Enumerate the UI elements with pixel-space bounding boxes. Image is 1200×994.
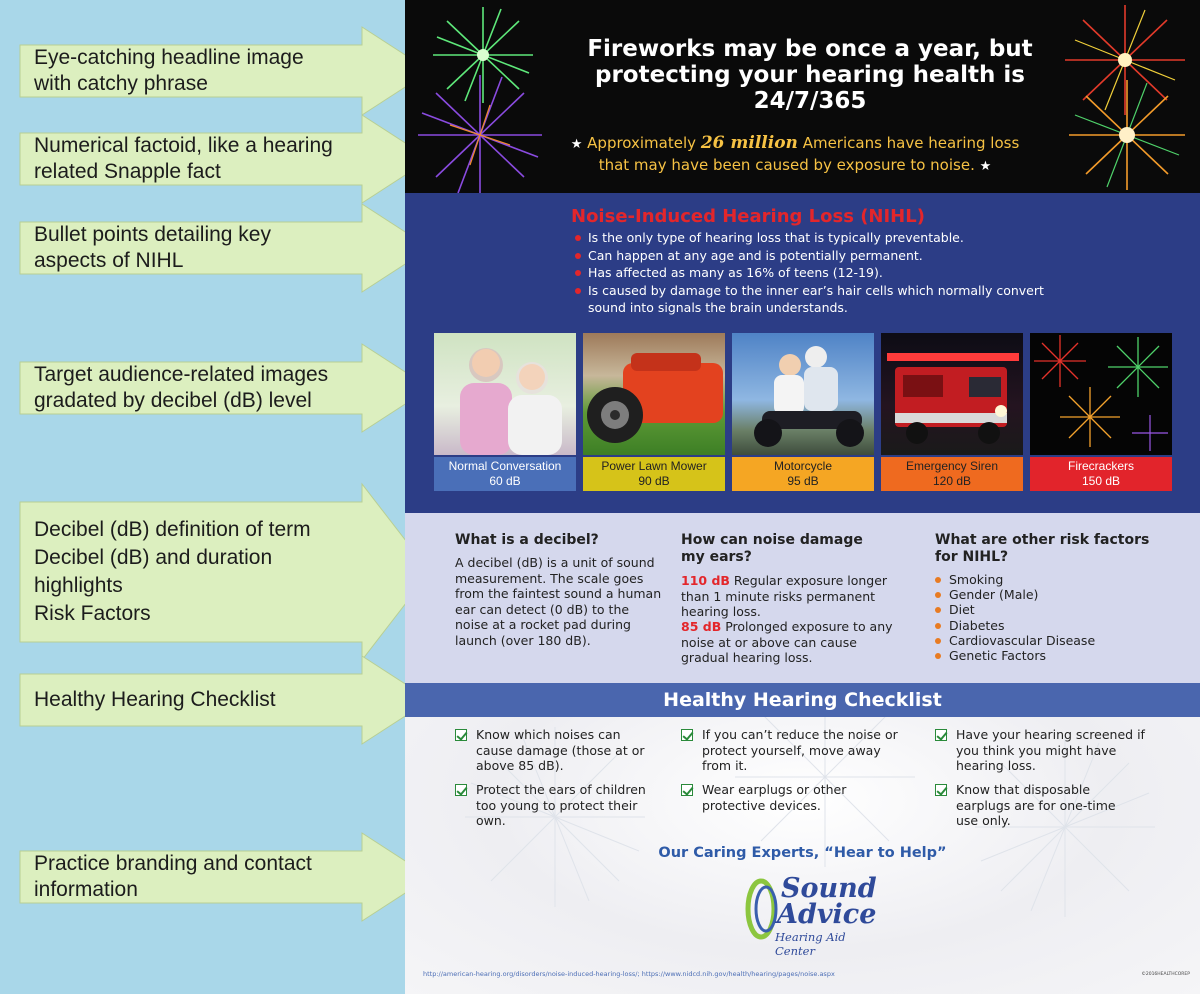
decibel-value: 60 dB [489,474,521,488]
checklist-item-text: Know which noises can cause damage (those at or above 85 dB). [476,727,645,773]
risk-factor: Cardiovascular Disease [935,633,1095,648]
factoid-number: 26 million [700,133,798,153]
checklist-item [935,782,1125,829]
annotation-label: Decibel (dB) definition of term Decibel (dB) and duration highlights Risk Factors [34,518,311,625]
decibel-value: 150 dB [1081,474,1121,488]
annotation-label: Practice branding and contact information [34,852,312,901]
annotation-arrow-nihl [0,204,430,292]
checkbox-icon [455,784,467,796]
tile-power-lawn-mower [583,333,725,491]
slogan: Our Caring Experts, “Hear to Help” [658,845,947,861]
nihl-bullet: Is caused by damage to the inner ear’s hair cells which normally convert sound into signals the brain understands. [575,282,1045,317]
photo-lawn-mower [583,333,725,455]
decibel-source-name: Motorcycle [773,459,832,473]
checklist-item [455,782,660,829]
tile-emergency-siren [881,333,1023,491]
firework-orange-right [1055,75,1200,193]
photo-lawn-mower-art [583,333,725,455]
checkbox-icon [935,729,947,741]
annotation-arrow-checklist [0,656,430,744]
hero-banner [405,0,1200,193]
star-icon: ★ [979,159,992,174]
decibel-source-name: Power Lawn Mower [601,459,707,473]
decibel-value: 90 dB [638,474,670,488]
decibel-label [583,457,725,491]
checkbox-icon [681,784,693,796]
risk-factor: Diet [935,602,1095,617]
star-icon: ★ [570,137,583,152]
tile-firecrackers [1030,333,1172,491]
decibel-source-name: Firecrackers [1067,459,1134,473]
checkbox-icon [681,729,693,741]
noise-damage-title: How can noise damage my ears? [681,532,863,565]
noise-damage-item [681,573,906,620]
noise-damage-item [681,619,906,666]
checklist-item [455,727,660,774]
decibel-source-name: Normal Conversation [448,459,562,473]
risk-factors-list [935,572,1095,663]
headline: Fireworks may be once a year, but protecting your hearing health is 24/7/365 [587,36,1033,114]
info-section [405,513,1200,683]
checklist-item-text: Protect the ears of children too young to protect their own. [476,782,646,828]
decibel-definition-text: A decibel (dB) is a unit of sound measurement. The scale goes from the faintest sound a human ear can detect (0 dB) to the noise at a rocket pad during launch (over 180 dB). [455,555,662,648]
photo-fire-truck-art [881,333,1023,455]
nihl-section [405,193,1200,513]
checklist-item [935,727,1145,774]
checklist-item-text: If you can’t reduce the noise or protect yourself, move away from it. [702,727,898,773]
photo-fire-truck [881,333,1023,455]
risk-factor: Smoking [935,572,1095,587]
noise-damage-item-text: Regular exposure longer than 1 minute risks permanent hearing loss. [681,573,888,619]
risk-factor: Diabetes [935,618,1095,633]
annotation-arrow-headline [0,27,430,115]
photo-motorcycle [732,333,874,455]
nihl-bullets [575,229,1045,317]
logo-word-sound: Sound [781,873,877,904]
photo-firecrackers-art [1030,333,1172,455]
tile-normal-conversation [434,333,576,491]
decibel-label [881,457,1023,491]
checkbox-icon [455,729,467,741]
decibel-highlight: 85 dB [681,619,722,634]
factoid [555,133,1035,177]
nihl-bullet: Has affected as many as 16% of teens (12-19). [575,264,1045,282]
photo-motorcycle-art [732,333,874,455]
annotation-label: Numerical factoid, like a hearing related Snapple fact [34,134,333,183]
photo-conversation [434,333,576,455]
photo-firecrackers [1030,333,1172,455]
decibel-source-name: Emergency Siren [905,459,999,473]
decibel-value: 120 dB [932,474,972,488]
checklist-item-text: Wear earplugs or other protective devices. [702,782,847,813]
nihl-bullet: Can happen at any age and is potentially permanent. [575,247,1045,265]
nihl-title: Noise-Induced Hearing Loss (NIHL) [571,206,925,227]
factoid-post: Americans have hearing loss that may have been caused by exposure to noise. [598,134,1020,174]
risk-factors-title: What are other risk factors for NIHL? [935,532,1150,565]
source-links: http://american-hearing.org/disorders/noise-induced-hearing-loss/; https://www.nidcd.nih.gov/health/hearing/pages/noise.aspx [423,970,835,978]
checkbox-icon [935,784,947,796]
decibel-highlight: 110 dB [681,573,730,588]
decibel-label [732,457,874,491]
risk-factor: Gender (Male) [935,587,1095,602]
annotation-arrow-decibel [0,484,430,660]
checklist-item [681,782,903,813]
checklist-item-text: Have your hearing screened if you think you might have hearing loss. [956,727,1145,773]
risk-factor: Genetic Factors [935,648,1095,663]
annotation-panel [0,0,405,994]
annotation-arrow-factoid [0,115,430,203]
annotation-label: Eye-catching headline image with catchy phrase [34,46,304,95]
decibel-label [434,457,576,491]
firework-purple-left [405,70,555,193]
logo-word-advice: Advice [777,899,877,930]
copyright: ©2016HEALTHCOREP [1141,972,1190,977]
annotation-label: Bullet points detailing key aspects of NIHL [34,223,271,272]
decibel-value: 95 dB [787,474,819,488]
decibel-definition-title: What is a decibel? [455,532,599,548]
tile-motorcycle [732,333,874,491]
nihl-bullet: Is the only type of hearing loss that is typically preventable. [575,229,1045,247]
logo-tagline: Hearing Aid Center [775,930,846,958]
checklist-item [681,727,903,774]
photo-conversation-art [434,333,576,455]
checklist-section [405,717,1200,994]
decibel-label [1030,457,1172,491]
annotation-arrow-images [0,344,430,432]
practice-logo [737,873,877,958]
noise-damage-item-text: Prolonged exposure to any noise at or above can cause gradual hearing loss. [681,619,893,665]
annotation-label: Healthy Hearing Checklist [34,688,276,711]
annotation-label: Target audience-related images gradated by decibel (dB) level [34,363,329,412]
checklist-title: Healthy Hearing Checklist [405,683,1200,717]
annotation-arrow-branding [0,833,430,921]
factoid-pre: Approximately [587,134,697,152]
checklist-item-text: Know that disposable earplugs are for one-time use only. [956,782,1116,828]
poster [405,0,1200,994]
